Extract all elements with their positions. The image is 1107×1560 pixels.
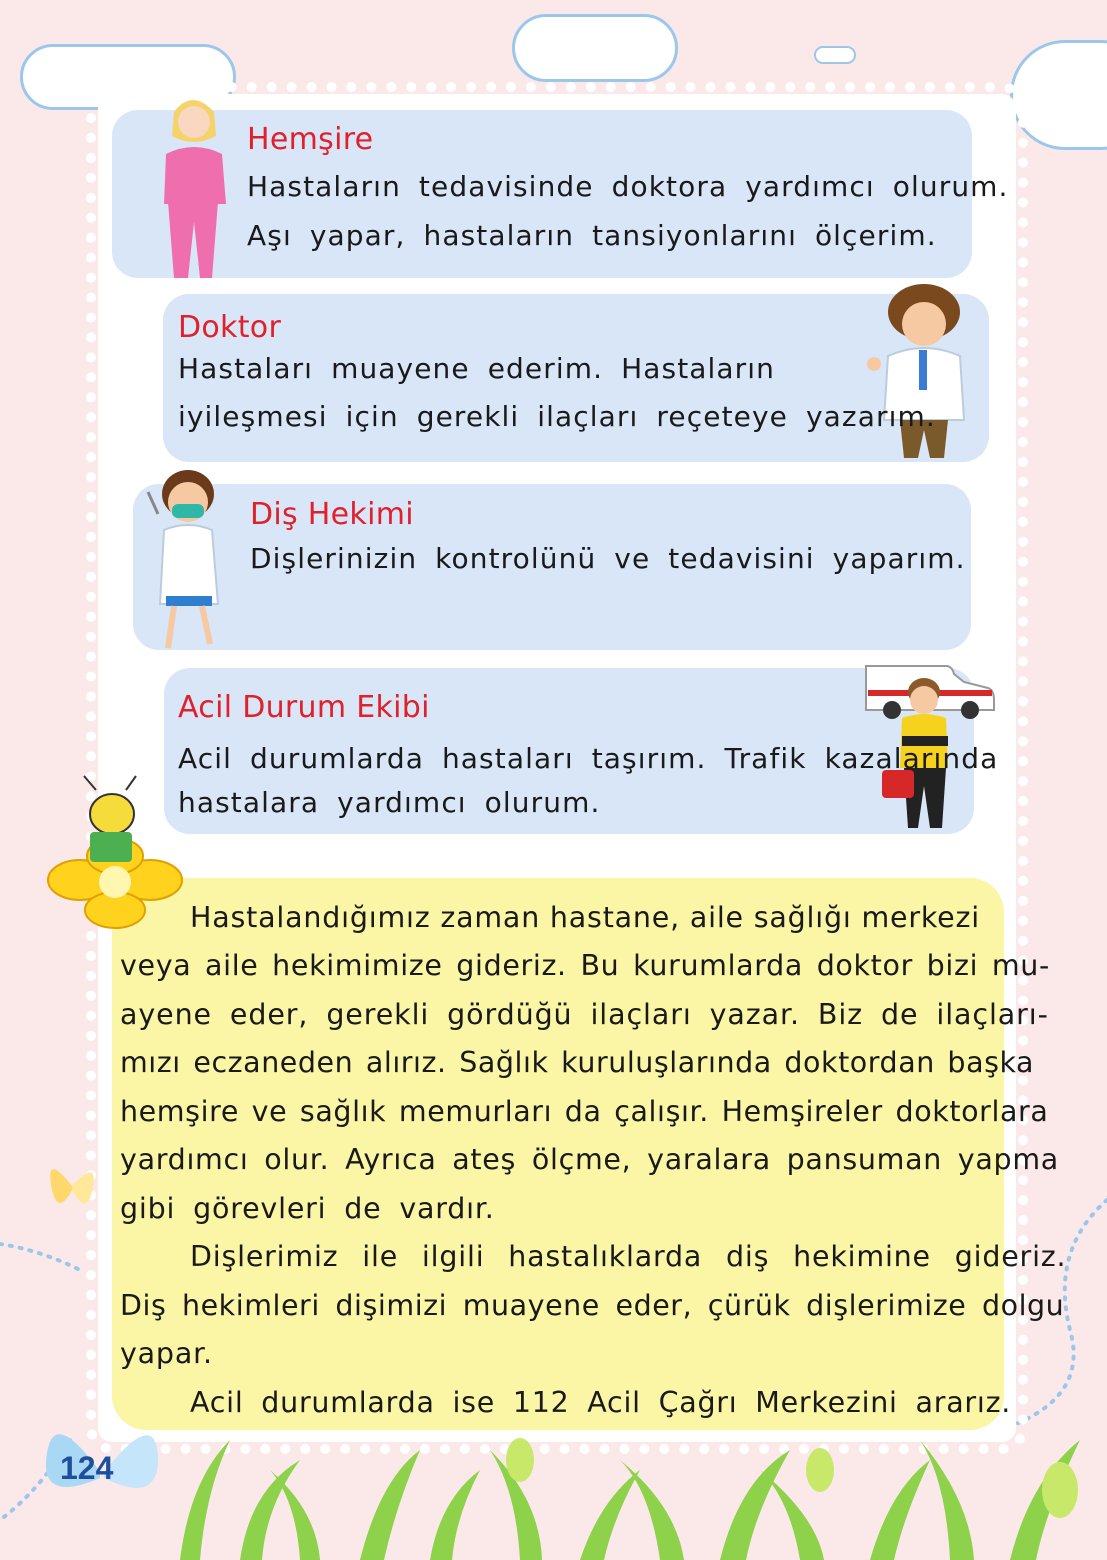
card-title-doctor: Doktor	[178, 310, 282, 345]
card-text-doctor-2: iyileşmesi için gerekli ilaçları reçeteye yazarım.	[178, 400, 936, 433]
paragraph-line-8: Dişlerimiz ile ilgili hastalıklarda diş hekimine gideriz.	[190, 1240, 1067, 1273]
paragraph-line-9: Diş hekimleri dişimizi muayene eder, çürük dişlerimize dolgu	[120, 1289, 1065, 1322]
dentist-illustration	[138, 464, 244, 654]
paragraph-line-1-text: Hastalandığımız zaman hastane, aile sağlığı merkezi	[190, 901, 980, 934]
card-title-emergency: Acil Durum Ekibi	[178, 690, 430, 725]
paragraph-line-11: Acil durumlarda ise 112 Acil Çağrı Merkezini ararız.	[190, 1386, 1012, 1419]
card-title-nurse: Hemşire	[247, 122, 374, 157]
card-title-dentist: Diş Hekimi	[250, 497, 414, 532]
card-text-doctor-1: Hastaları muayene ederim. Hastaların	[178, 352, 776, 385]
paragraph-line-1	[120, 894, 986, 943]
grass-blades	[0, 1420, 1107, 1560]
cloud-top	[512, 14, 678, 82]
grass-decoration	[0, 1420, 1107, 1560]
card-text-dentist-1: Dişlerinizin kontrolünü ve tedavisini yaparım.	[250, 542, 966, 575]
paragraph-line-6: yardımcı olur. Ayrıca ateş ölçme, yaralara pansuman yapma	[120, 1143, 1059, 1176]
cloud-small	[814, 46, 856, 64]
page-number: 124	[60, 1450, 114, 1486]
paragraph-line-2: veya aile hekimimize gideriz. Bu kurumlarda doktor bizi mu-	[120, 949, 1050, 982]
paragraph-line-4: mızı eczaneden alırız. Sağlık kuruluşlarında doktordan başka	[120, 1046, 1035, 1079]
paragraph-line-10: yapar.	[120, 1337, 213, 1370]
butterfly-decoration-icon	[44, 1150, 100, 1220]
card-text-emergency-1: Acil durumlarda hastaları taşırım. Trafik kazalarında	[178, 742, 999, 775]
card-text-nurse-1: Hastaların tedavisinde doktora yardımcı olurum.	[247, 170, 1009, 203]
doctor-illustration	[864, 280, 974, 466]
paragraph-line-7: gibi görevleri de vardır.	[120, 1192, 495, 1225]
nurse-illustration	[152, 92, 234, 288]
cloud-right	[1010, 40, 1107, 150]
card-text-emergency-2: hastalara yardımcı olurum.	[178, 786, 601, 819]
card-text-nurse-2: Aşı yapar, hastaların tansiyonlarını ölçerim.	[247, 219, 937, 252]
paragraph-line-5: hemşire ve sağlık memurları da çalışır. Hemşireler doktorlara	[120, 1095, 1049, 1128]
paragraph-line-3: ayene eder, gerekli gördüğü ilaçları yazar. Biz de ilaçları-	[120, 998, 1049, 1031]
